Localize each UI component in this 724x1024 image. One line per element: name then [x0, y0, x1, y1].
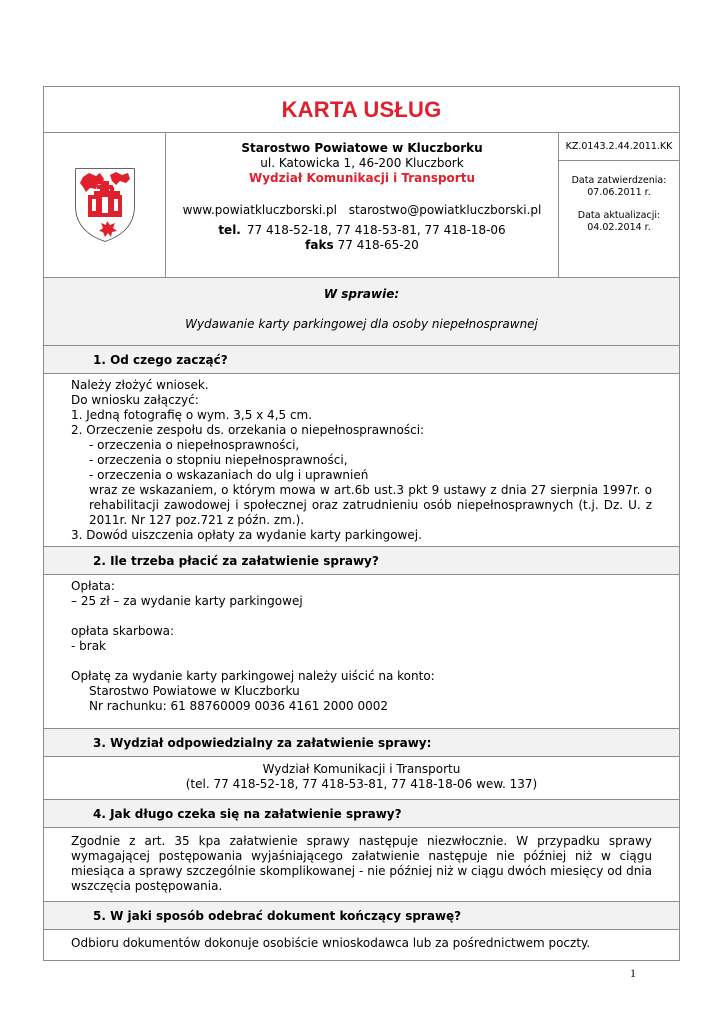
section-1-line: Należy złożyć wniosek.	[71, 378, 209, 392]
document-meta	[559, 133, 679, 277]
office-info	[166, 133, 559, 277]
section-1-line: - orzeczenia o niepełnosprawności,	[89, 438, 300, 452]
matter-section	[44, 278, 679, 346]
title-row	[44, 87, 679, 133]
section-1-line: - orzeczenia o stopniu niepełnosprawności,	[89, 453, 348, 467]
section-1-line: 3. Dowód uiszczenia opłaty za wydanie karty parkingowej.	[71, 528, 422, 542]
coat-of-arms-icon	[74, 167, 136, 243]
section-1-line: 1. Jedną fotografię o wym. 3,5 x 4,5 cm.	[71, 408, 313, 422]
header-row	[44, 133, 679, 278]
section-3-line: (tel. 77 418-52-18, 77 418-53-81, 77 418-18-06 wew. 137)	[185, 777, 538, 791]
fax-label: faks	[305, 238, 334, 252]
phone-line	[166, 223, 558, 238]
office-name: Starostwo Powiatowe w Kluczborku	[241, 141, 483, 155]
section-2-line: Opłatę za wydanie karty parkingowej należy uiścić na konto:	[71, 669, 435, 683]
section-2-heading: 2. Ile trzeba płacić za załatwienie sprawy?	[44, 547, 679, 575]
section-2-line: Starostwo Powiatowe w Kluczborku	[89, 684, 300, 698]
matter-heading: W sprawie:	[323, 287, 400, 301]
section-2-line: – 25 zł – za wydanie karty parkingowej	[71, 594, 303, 608]
section-1-line: Do wniosku załączyć:	[71, 393, 199, 407]
section-5-line: Odbioru dokumentów dokonuje osobiście wnioskodawca lub za pośrednictwem poczty.	[71, 936, 591, 950]
section-3-line: Wydział Komunikacji i Transportu	[262, 762, 461, 776]
page-title: KARTA USŁUG	[281, 97, 442, 122]
section-4-line: Zgodnie z art. 35 kpa załatwienie sprawy następuje niezwłocznie. W przypadku sprawy wymagającej postępowania wyjaśniającego załatwienie następuje nie później niż w ciągu miesiąca a sprawy szczególnie skomplikowanej - nie później niż w ciągu dwóch miesięcy od dnia wszczęcia postępowania.	[71, 834, 652, 893]
section-5-body	[44, 930, 679, 960]
page-number: 1	[630, 966, 636, 980]
fax-line	[166, 238, 558, 253]
department-name: Wydział Komunikacji i Transportu	[249, 171, 475, 185]
contact-web-line	[166, 203, 558, 218]
office-address: ul. Katowicka 1, 46-200 Kluczbork	[260, 156, 464, 170]
section-4-heading: 4. Jak długo czeka się na załatwienie sprawy?	[44, 800, 679, 828]
updated-label: Data aktualizacji:	[577, 210, 661, 221]
updated-date: 04.02.2014 r.	[587, 222, 651, 233]
section-2-line: - brak	[71, 639, 106, 653]
section-2-body	[44, 575, 679, 729]
document-code: KZ.0143.2.44.2011.KK	[559, 133, 679, 161]
approved-label: Data zatwierdzenia:	[571, 175, 667, 186]
approved-date: 07.06.2011 r.	[587, 187, 651, 198]
website-link[interactable]: www.powiatkluczborski.pl	[182, 203, 337, 217]
section-2-line: opłata skarbowa:	[71, 624, 175, 638]
section-5-heading: 5. W jaki sposób odebrać dokument kończący sprawę?	[44, 902, 679, 930]
service-card	[43, 86, 680, 961]
email-link[interactable]: starostwo@powiatkluczborski.pl	[348, 203, 542, 217]
section-2-line: Nr rachunku: 61 88760009 0036 4161 2000 0002	[89, 699, 389, 713]
coat-of-arms-cell	[44, 133, 166, 277]
phone-numbers: 77 418-52-18, 77 418-53-81, 77 418-18-06	[246, 223, 506, 237]
section-4-body	[44, 828, 679, 902]
matter-text: Wydawanie karty parkingowej dla osoby niepełnosprawnej	[185, 317, 538, 331]
section-1-line: - orzeczenia o wskazaniach do ulg i uprawnień	[89, 468, 369, 482]
section-1-heading: 1. Od czego zacząć?	[44, 346, 679, 374]
section-1-line: wraz ze wskazaniem, o którym mowa w art.6b ust.3 pkt 9 ustawy z dnia 27 sierpnia 1997r. o rehabilitacji zawodowej i społecznej oraz zatrudnieniu osób niepełnosprawnych (t.j. Dz. U. z 2011r. Nr 127 poz.721 z późn. zm.).	[89, 483, 652, 527]
fax-number: 77 418-65-20	[337, 238, 419, 252]
section-1-body	[44, 374, 679, 547]
section-3-heading: 3. Wydział odpowiedzialny za załatwienie sprawy:	[44, 729, 679, 757]
section-2-line: Opłata:	[71, 579, 115, 593]
section-1-line: 2. Orzeczenie zespołu ds. orzekania o niepełnosprawności:	[71, 423, 425, 437]
section-3-body	[44, 757, 679, 800]
phone-label: tel.	[218, 223, 241, 237]
document-dates	[559, 161, 679, 234]
